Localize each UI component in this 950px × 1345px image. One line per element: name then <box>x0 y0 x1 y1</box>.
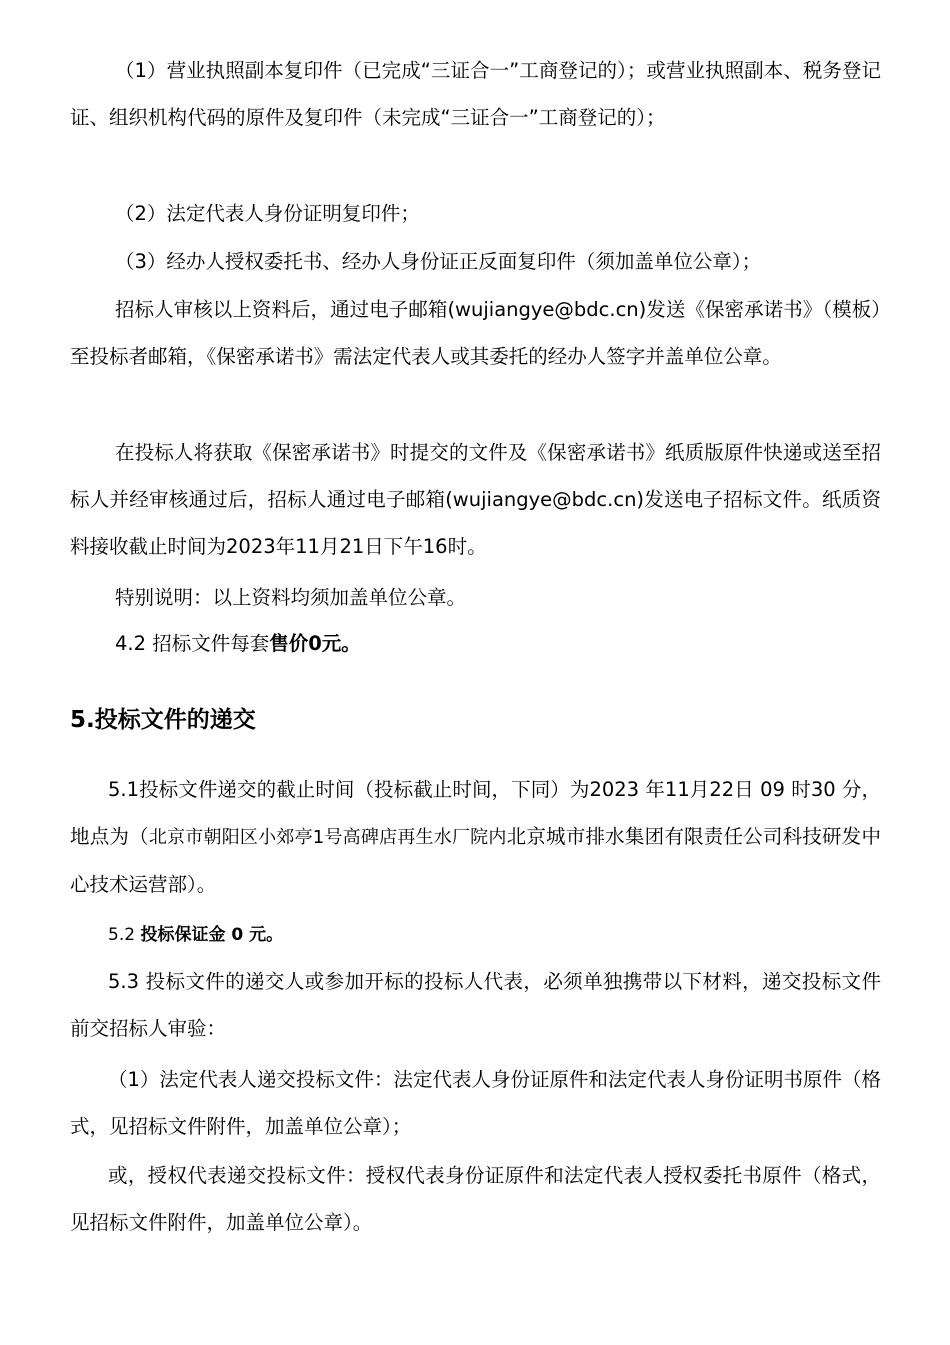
item-business-license: （1）营业执照副本复印件（已完成“三证合一”工商登记的）；或营业执照副本、税务登记证、组织机构代码的原件及复印件（未完成“三证合一”工商登记的）； <box>70 59 881 129</box>
deadline-location-rest: 北京城市排水集团有限责任公司科技研发中心技术运营部）。 <box>70 825 881 896</box>
price-prefix: 4.2 招标文件每套 <box>115 632 270 655</box>
deposit-bold: 投标保证金 0 元。 <box>140 925 284 945</box>
delivery-paragraph: 在投标人将获取《保密承诺书》时提交的文件及《保密承诺书》纸质版原件快递或送至招标人并经审核通过后，招标人通过电子邮箱(wujiangye@bdc.cn)发送电子招标文件。纸质资料接收截止时间为2023年11月21日下午16时。 <box>70 441 881 558</box>
special-note: 特别说明：以上资料均须加盖单位公章。 <box>115 586 467 609</box>
item-authorization: （3）经办人授权委托书、经办人身份证正反面复印件（须加盖单位公章）； <box>115 250 762 273</box>
price-paragraph <box>70 620 881 667</box>
deadline-text: 5.1投标文件递交的截止时间（投标截止时间，下同）为2023 年11月22日 09 时30 分，地点为（ <box>70 778 881 848</box>
deadline-location: 北京市朝阳区小郊亭1号高碑店再生水厂院内 <box>148 827 507 848</box>
authorized-rep-paragraph: 或，授权代表递交投标文件：授权代表身份证原件和法定代表人授权委托书原件（格式，见招标文件附件，加盖单位公章）。 <box>70 1164 881 1234</box>
review-paragraph: 招标人审核以上资料后，通过电子邮箱(wujiangye@bdc.cn)发送《保密承诺书》（模板）至投标者邮箱，《保密承诺书》需法定代表人或其委托的经办人签字并盖单位公章。 <box>70 298 881 368</box>
section-heading: 5.投标文件的递交 <box>70 707 256 733</box>
deadline-paragraph <box>70 766 881 908</box>
deposit-prefix: 5.2 <box>108 925 141 945</box>
materials-paragraph: 5.3 投标文件的递交人或参加开标的投标人代表，必须单独携带以下材料，递交投标文件前交招标人审验： <box>70 970 881 1040</box>
deposit-paragraph <box>70 912 881 959</box>
price-bold: 售价0元。 <box>269 632 361 655</box>
item-legal-rep-id: （2）法定代表人身份证明复印件； <box>115 202 420 225</box>
legal-rep-paragraph: （1）法定代表人递交投标文件：法定代表人身份证原件和法定代表人身份证明书原件（格式，见招标文件附件，加盖单位公章）； <box>70 1068 881 1138</box>
